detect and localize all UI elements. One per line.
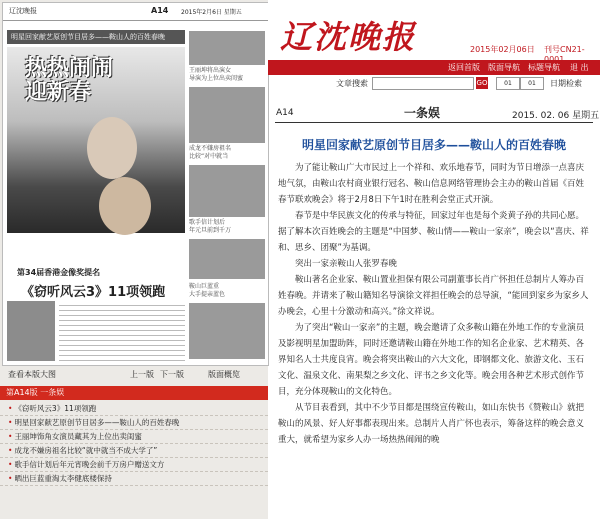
page-preview-pane (0, 0, 268, 519)
bullet-icon: • (8, 404, 13, 413)
thumbnail-side-image (189, 239, 265, 279)
article-date: 2015. 02. 06 星期五 (512, 111, 600, 121)
thumbnail-figure (87, 117, 137, 179)
thumbnail-logo: 辽沈晚报 (9, 7, 37, 15)
page-controls (0, 367, 268, 385)
thumbnail-headline: 明星回家献艺原创节目居多——鞍山人的百姓春晚 (7, 30, 185, 44)
prev-page-link[interactable]: 上一版 (130, 370, 154, 379)
thumbnail-side-text: 比较“对中就当 (189, 153, 229, 160)
thumbnail-lower-image (7, 301, 55, 361)
search-label: 文章搜索 (336, 79, 368, 88)
list-item[interactable] (0, 444, 268, 458)
list-item-title[interactable]: 歌手信计划后年元宵晚会前千万房户赠送文方 (14, 460, 165, 469)
bullet-icon: • (8, 460, 13, 469)
article-paragraph: 为了能让鞍山广大市民过上一个祥和、欢乐地春节，同时为节日增添一点喜庆地气氛，由鞍山农村商业银行冠名、鞍山信息网络管理协会主办的鞍山首届《百姓春节联欢晚会》将于2月8日下午1时在胜利会堂正式开演。 (278, 163, 585, 205)
pages-overview-link[interactable]: 版面概览 (208, 370, 240, 379)
date-search-label[interactable]: 日期检索 (550, 79, 582, 88)
bullet-icon: • (8, 446, 13, 455)
thumbnail-side-text: 大手提亲蓝色 (189, 291, 226, 298)
thumbnail-side-text: 王丽坤将出演女 (189, 67, 232, 74)
article-title: 明星回家献艺原创节目居多——鞍山人的百姓春晚 (301, 138, 566, 152)
list-item-title[interactable]: 王丽坤饰角女演员藏其为上位出卖闺蜜 (14, 432, 142, 441)
search-toolbar (268, 76, 600, 92)
issue-number: 刊号CN21- (544, 45, 585, 54)
list-item[interactable] (0, 472, 268, 486)
thumbnail-header (3, 3, 268, 21)
site-header (268, 0, 600, 60)
search-input[interactable] (372, 77, 474, 90)
top-nav-bar (268, 60, 600, 75)
thumbnail-side-image (189, 31, 265, 65)
thumbnail-photo (7, 47, 185, 233)
month-select[interactable]: 01 (520, 77, 544, 90)
article-body (278, 160, 592, 448)
article-meta (268, 102, 600, 122)
list-item[interactable] (0, 416, 268, 430)
article-paragraph: 鞍山著名企业家、鞍山置业担保有限公司副董事长肖广怀担任总制片人筹办百姓春晚。并请来了鞍山籍知名导演徐文祥担任晚会的总导演，“能回到家乡为家乡人办晚会，心里十分激动和高兴。”徐文祥说。 (278, 275, 589, 317)
nav-home-link[interactable]: 返回首版 (448, 63, 480, 72)
thumbnail-page-number: A14 (151, 6, 169, 15)
list-item-title[interactable]: 成龙不嫌房祖名比较“就中就当不成大学了” (14, 446, 158, 455)
article-paragraph: 春节是中华民族文化的传承与特征，回家过年也是每个炎黄子孙的共同心愿。据了解本次百姓晚会的主题是“中国梦、鞍山情——鞍山一家亲”，晚会以“喜庆、祥和、思乡、团聚”为基调。 (278, 211, 589, 253)
article-list (0, 402, 268, 486)
article-paragraph: 为了突出“鞍山一家亲”的主题，晚会邀请了众多鞍山籍在外地工作的专业演员及影视明星加盟助阵，同时还邀请鞍山籍在外地工作的知名企业家、艺术精英、各界知名人士共度良宵。晚会将突出鞍山的六大文化，即钢都文化、旅游文化、玉石文化、温泉文化、南果梨之乡文化、评书之乡文化等。晚会用各种艺术形式创作节目，充分体现鞍山的文化特色。 (278, 323, 585, 397)
list-item-title[interactable]: 晒出巨蓝重淘太李健底楼保持 (14, 474, 112, 483)
thumbnail-side-image (189, 87, 265, 143)
thumbnail-side-text: 歌手信计划后 (189, 219, 226, 226)
thumbnail-side-text: 年元旦前到千万 (189, 227, 232, 234)
divider (275, 122, 593, 123)
thumbnail-photo-title: 热热闹闹 迎新春 (25, 56, 114, 105)
issue-date: 2015年02月06日 (470, 45, 535, 54)
year-select[interactable]: 01 (496, 77, 520, 90)
list-item-title[interactable]: 《窃听风云3》11项领跑 (14, 404, 97, 413)
article-section: 一条娱 (404, 106, 441, 120)
thumbnail-figure (99, 177, 151, 235)
next-page-link[interactable]: 下一版 (160, 370, 184, 379)
thumbnail-date: 2015年2月6日 星期五 (181, 9, 242, 16)
site-logo[interactable]: 辽沈晚报 (280, 18, 417, 56)
thumbnail-side-text: 鞍山巨蓝重 (189, 283, 220, 290)
thumbnail-lower-text (59, 301, 185, 361)
thumbnail-side-image (189, 165, 265, 217)
search-go-button[interactable]: GO (476, 79, 488, 87)
view-large-link[interactable]: 查看本版大图 (8, 370, 56, 379)
list-item-title[interactable]: 明星回家献艺原创节目居多——鞍山人的百姓春晚 (14, 418, 180, 427)
article-page-number: A14 (276, 108, 294, 118)
bullet-icon: • (8, 474, 13, 483)
nav-titles-link[interactable]: 标题导航 (528, 63, 560, 72)
nav-pages-link[interactable]: 版面导航 (488, 63, 520, 72)
page-thumbnail[interactable] (2, 2, 269, 366)
article-paragraph: 突出一家亲鞍山人张罗春晚 (295, 259, 398, 269)
section-title-bar: 第A14版 一条娱 (0, 386, 268, 400)
thumbnail-side-text: 导演为上位出卖闺蜜 (189, 75, 244, 82)
thumbnail-side-text: 成龙不嫌房祖名 (189, 145, 232, 152)
list-item[interactable] (0, 430, 268, 444)
thumbnail-lower-headline: 第34届香港金像奖提名 (17, 268, 101, 277)
nav-exit-link[interactable]: 退 出 (570, 63, 589, 72)
list-item[interactable] (0, 458, 268, 472)
bullet-icon: • (8, 432, 13, 441)
list-item[interactable] (0, 402, 268, 416)
thumbnail-lower-headline-large: 《窃听风云3》11项领跑 (21, 285, 166, 300)
bullet-icon: • (8, 418, 13, 427)
thumbnail-side-image (189, 303, 265, 359)
article-paragraph: 从节目表看到，其中不少节目都是围绕宣传鞍山，如山东快书《赞鞍山》就把鞍山的风景、好人好事都表现出来。总制片人肖广怀也表示，筹备这样的晚会意义重大，就希望为家乡人办一场热热闹闹的晚 (278, 403, 585, 445)
